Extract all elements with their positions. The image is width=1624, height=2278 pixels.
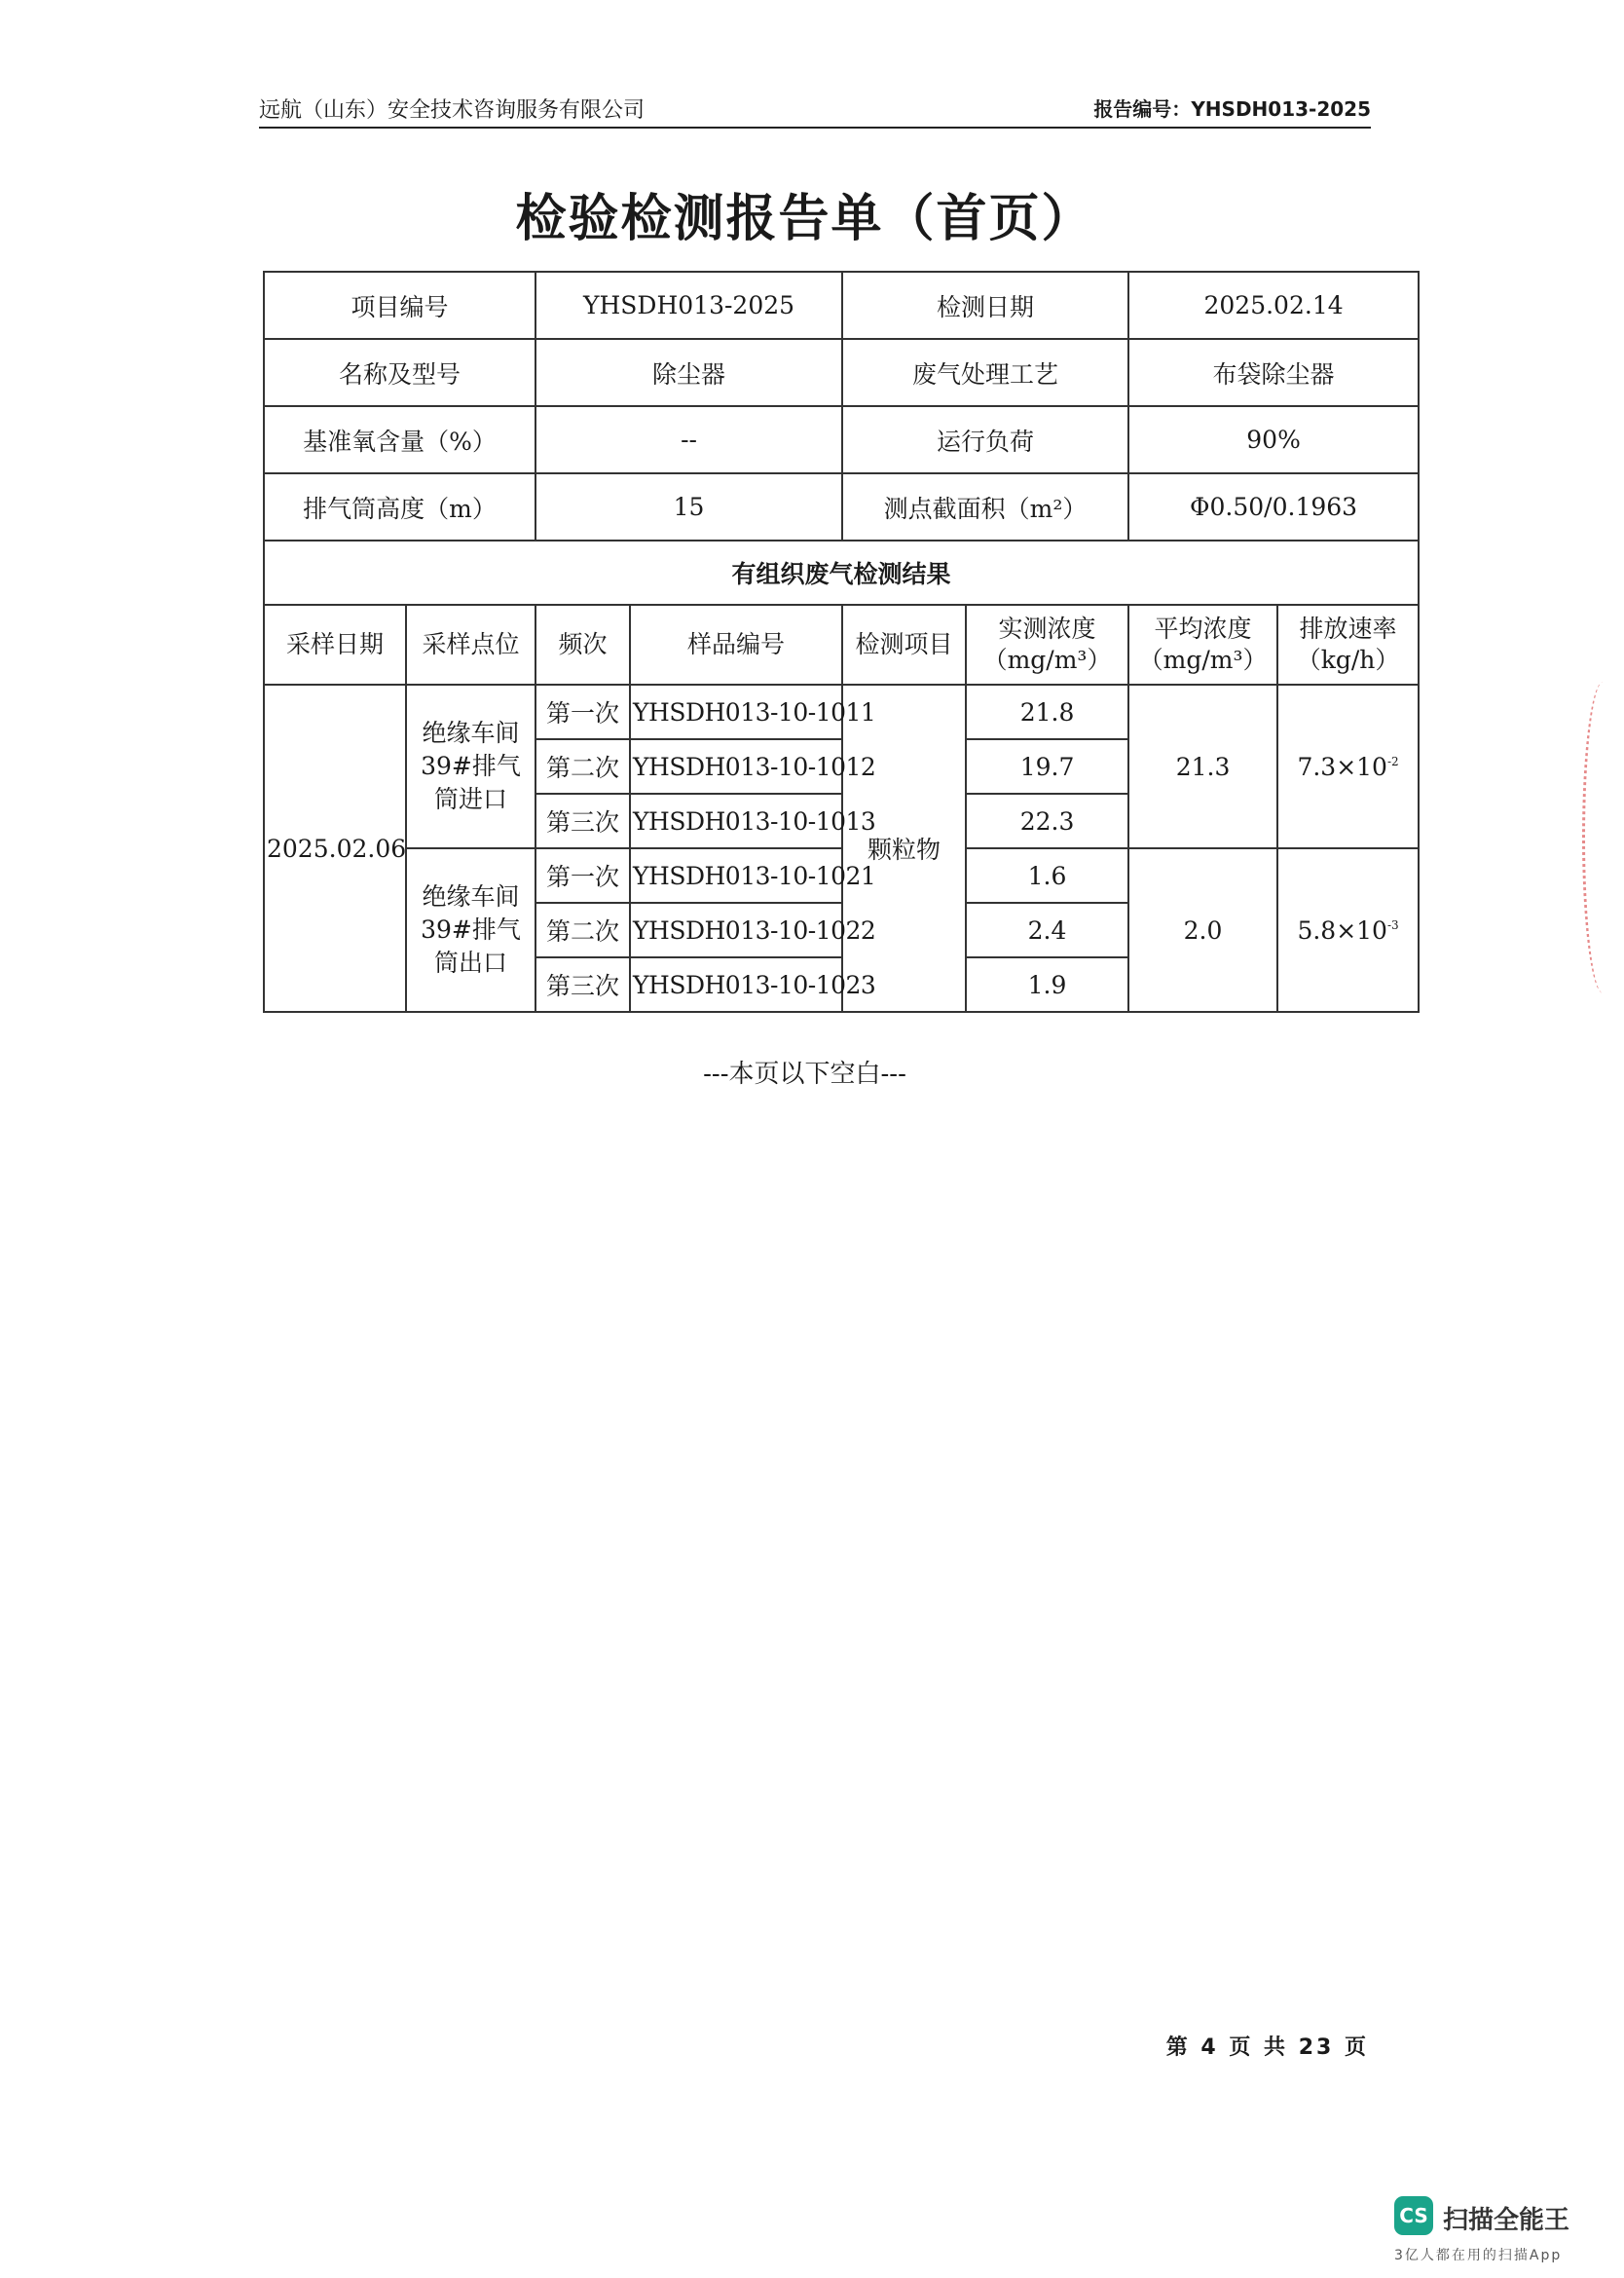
- measured-value: 1.9: [966, 957, 1128, 1012]
- sampling-date: 2025.02.06: [264, 685, 406, 1012]
- col-measured: [966, 605, 1128, 685]
- red-seal-edge: [1582, 682, 1624, 993]
- frequency: 第三次: [535, 957, 630, 1012]
- report-number-value: YHSDH013-2025: [1191, 97, 1371, 121]
- name-label: 名称及型号: [264, 339, 535, 406]
- measured-value: 2.4: [966, 903, 1128, 957]
- oxygen-label: 基准氧含量（%）: [264, 406, 535, 473]
- test-item: 颗粒物: [842, 685, 966, 1012]
- page-header: [259, 90, 1371, 129]
- section-title: 有组织废气检测结果: [264, 541, 1419, 605]
- load-label: 运行负荷: [842, 406, 1128, 473]
- stack-height-value: 15: [535, 473, 842, 541]
- measured-value: 19.7: [966, 739, 1128, 794]
- project-no-label: 项目编号: [264, 272, 535, 339]
- sample-number: YHSDH013-10-1023: [630, 957, 842, 1012]
- average-value: 21.3: [1128, 685, 1277, 848]
- info-row: [264, 406, 1419, 473]
- measured-value: 22.3: [966, 794, 1128, 848]
- sampling-point: 绝缘车间39#排气筒进口: [406, 685, 535, 848]
- col-freq: 频次: [535, 605, 630, 685]
- sampling-point: 绝缘车间39#排气筒出口: [406, 848, 535, 1012]
- name-value: 除尘器: [535, 339, 842, 406]
- emission-rate-base: 5.8×10: [1297, 915, 1387, 945]
- frequency: 第二次: [535, 903, 630, 957]
- info-row: [264, 473, 1419, 541]
- col-avg-label: 平均浓度: [1154, 615, 1252, 643]
- col-rate-label: 排放速率: [1299, 615, 1397, 643]
- frequency: 第一次: [535, 848, 630, 903]
- sample-number: YHSDH013-10-1013: [630, 794, 842, 848]
- table-row: [264, 685, 1419, 739]
- col-date: 采样日期: [264, 605, 406, 685]
- sample-number: YHSDH013-10-1022: [630, 903, 842, 957]
- emission-rate-exponent: -2: [1386, 754, 1399, 768]
- info-row: [264, 339, 1419, 406]
- table-row: [264, 848, 1419, 903]
- measured-value: 21.8: [966, 685, 1128, 739]
- test-date-label: 检测日期: [842, 272, 1128, 339]
- frequency: 第二次: [535, 739, 630, 794]
- col-measured-unit: （mg/m³）: [982, 646, 1112, 674]
- project-no-value: YHSDH013-2025: [535, 272, 842, 339]
- report-number-label: 报告编号：: [1093, 97, 1192, 121]
- process-value: 布袋除尘器: [1128, 339, 1419, 406]
- oxygen-value: --: [535, 406, 842, 473]
- report-number: [1093, 93, 1371, 122]
- area-label: 测点截面积（m²）: [842, 473, 1128, 541]
- column-header-row: [264, 605, 1419, 685]
- scanner-watermark: [1394, 2196, 1589, 2274]
- sample-number: YHSDH013-10-1021: [630, 848, 842, 903]
- col-rate-unit: （kg/h）: [1296, 646, 1400, 674]
- col-item: 检测项目: [842, 605, 966, 685]
- sample-number: YHSDH013-10-1012: [630, 739, 842, 794]
- company-name: 远航（山东）安全技术咨询服务有限公司: [259, 98, 646, 123]
- area-value: Φ0.50/0.1963: [1128, 473, 1419, 541]
- col-point: 采样点位: [406, 605, 535, 685]
- page-number: 第 4 页 共 23 页: [1165, 2035, 1369, 2060]
- col-measured-label: 实测浓度: [998, 615, 1096, 643]
- col-avg-unit: （mg/m³）: [1138, 646, 1268, 674]
- emission-rate: [1277, 848, 1419, 1012]
- cs-logo-icon: CS: [1394, 2196, 1433, 2235]
- blank-note: ---本页以下空白---: [703, 1060, 906, 1089]
- report-table: [263, 271, 1420, 1013]
- frequency: 第一次: [535, 685, 630, 739]
- load-value: 90%: [1128, 406, 1419, 473]
- info-row: [264, 272, 1419, 339]
- sample-number: YHSDH013-10-1011: [630, 685, 842, 739]
- process-label: 废气处理工艺: [842, 339, 1128, 406]
- test-date-value: 2025.02.14: [1128, 272, 1419, 339]
- frequency: 第三次: [535, 794, 630, 848]
- emission-rate-exponent: -3: [1386, 917, 1399, 932]
- col-avg: [1128, 605, 1277, 685]
- measured-value: 1.6: [966, 848, 1128, 903]
- emission-rate: [1277, 685, 1419, 848]
- watermark-slogan: 3亿人都在用的扫描App: [1394, 2248, 1563, 2263]
- average-value: 2.0: [1128, 848, 1277, 1012]
- col-rate: [1277, 605, 1419, 685]
- stack-height-label: 排气筒高度（m）: [264, 473, 535, 541]
- watermark-brand: 扫描全能王: [1443, 2206, 1570, 2235]
- emission-rate-base: 7.3×10: [1297, 752, 1387, 781]
- col-sample-no: 样品编号: [630, 605, 842, 685]
- section-title-row: [264, 541, 1419, 605]
- page-title: 检验检测报告单（首页）: [515, 190, 1094, 248]
